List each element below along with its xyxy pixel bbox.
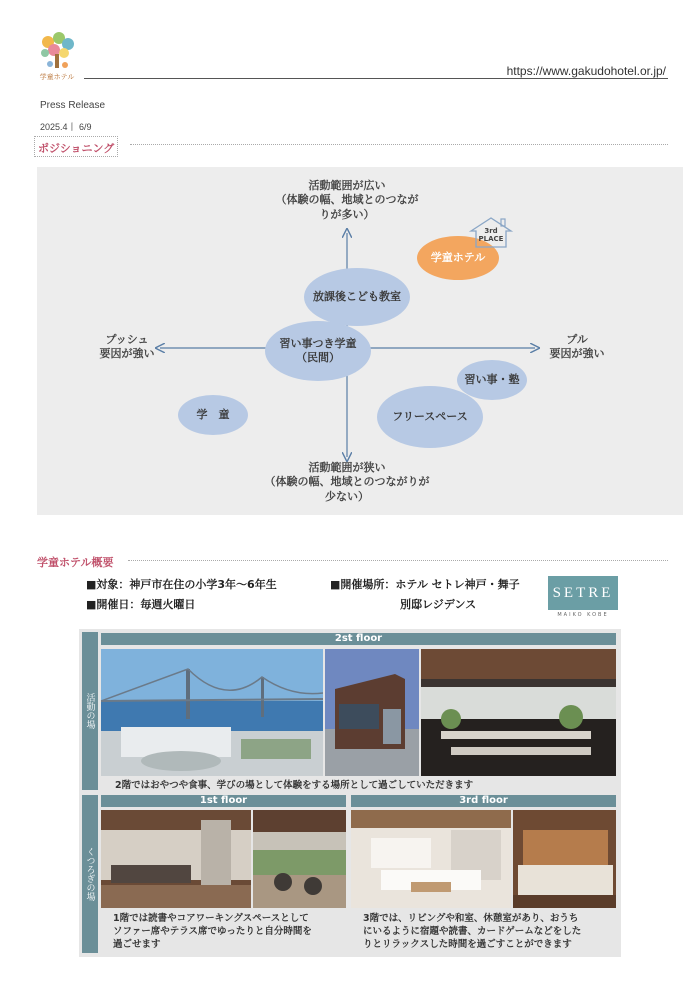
positioning-section-title: ポジショニング bbox=[34, 136, 118, 157]
floors-panel bbox=[79, 629, 621, 957]
photo-dining-room bbox=[421, 649, 616, 776]
date-info: ■開催日：毎週火曜日 bbox=[86, 598, 196, 611]
floor-3-caption: 3階では、リビングや和室、休憩室があり、おうち にいるように宿題や読書、カードゲームなどをした りとリラックスした時間を過ごすことができます bbox=[363, 913, 582, 950]
bubble-naraigoto-gakudo: 習い事つき学童 （民間） bbox=[265, 321, 371, 381]
setre-logo: SETRE bbox=[548, 576, 618, 610]
venue-info-sub: 別邸レジデンス bbox=[400, 598, 477, 611]
photo-1f-terrace bbox=[253, 810, 346, 908]
release-date: 2025.4丨 6/9 bbox=[40, 122, 92, 132]
axis-right-label: プル 要因が強い bbox=[549, 333, 605, 361]
floor-1-header: 1st floor bbox=[101, 795, 346, 807]
bubble-gakudo: 学 童 bbox=[178, 395, 248, 435]
overview-section-title: 学童ホテル概要 bbox=[37, 556, 114, 569]
bubble-gakudo-hotel: 学童ホテル bbox=[417, 236, 499, 280]
axis-left-label: プッシュ 要因が強い bbox=[99, 333, 155, 361]
section-dotted-line bbox=[128, 560, 668, 561]
positioning-map bbox=[37, 167, 683, 515]
target-info: ■対象：神戸市在住の小学3年〜6年生 bbox=[86, 578, 277, 591]
photo-residence-exterior bbox=[325, 649, 419, 776]
venue-info: ■開催場所：ホテル セトレ神戸・舞子 bbox=[330, 578, 520, 591]
photo-3f-living bbox=[351, 810, 511, 908]
photo-3f-bedroom bbox=[513, 810, 616, 908]
header-divider bbox=[84, 78, 668, 79]
third-place-label: 3rd PLACE bbox=[478, 227, 504, 243]
website-url[interactable]: https://www.gakudohotel.or.jp/ bbox=[506, 64, 666, 78]
press-release-label: Press Release bbox=[40, 100, 106, 111]
floor-2-header: 2st floor bbox=[101, 633, 616, 645]
third-place-house-icon bbox=[468, 215, 514, 249]
axis-bottom-label: 活動範囲が狭い （体験の幅、地域とのつながりが 少ない） bbox=[264, 461, 430, 503]
side-label-activity: 活動の場 bbox=[82, 632, 98, 790]
setre-logo-sub: MAIKO KOBE bbox=[557, 612, 609, 618]
side-label-relax: くつろぎの場 bbox=[82, 795, 98, 953]
axis-top-label: 活動範囲が広い （体験の幅、地域とのつなが りが多い） bbox=[275, 179, 419, 221]
floor-3-header: 3rd floor bbox=[351, 795, 616, 807]
logo-text: 学童ホテル bbox=[39, 73, 75, 81]
section-dotted-line bbox=[130, 144, 668, 145]
floor-1-caption: 1階では読書やコアワーキングスペースとして ソファー席やテラス席でゆったりと自分時間を 過ごせます bbox=[113, 913, 312, 950]
floor-2-caption: 2階ではおやつや食事、学びの場として体験をする場所として過ごしていただきます bbox=[115, 780, 474, 791]
bubble-free-space: フリースペース bbox=[377, 386, 483, 448]
photo-akashi-bridge bbox=[101, 649, 323, 776]
photo-1f-lounge bbox=[101, 810, 251, 908]
bubble-naraigoto-juku: 習い事・塾 bbox=[457, 360, 527, 400]
bubble-houkago-kodomo: 放課後こども教室 bbox=[304, 268, 410, 326]
